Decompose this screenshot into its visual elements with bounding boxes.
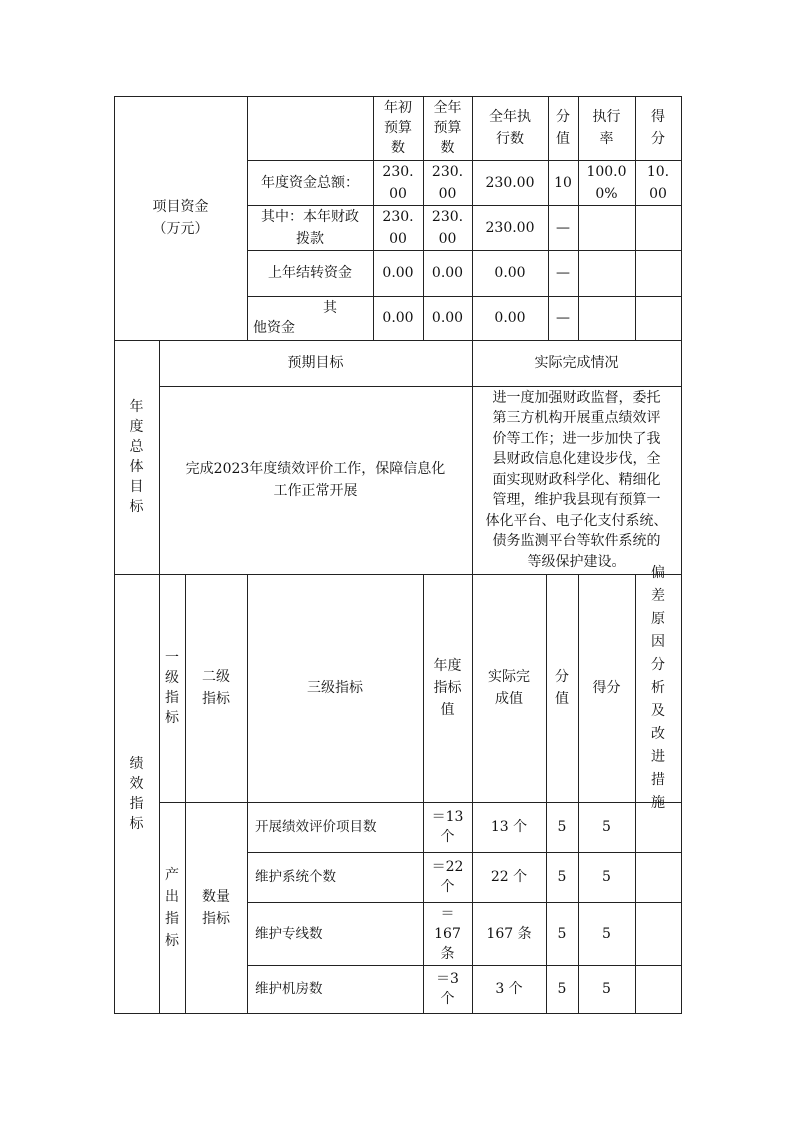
funds-row-label: 上年结转资金 bbox=[268, 265, 352, 281]
funds-row-score: 10. 00 bbox=[646, 163, 670, 202]
funds-header-score: 得 分 bbox=[651, 109, 665, 147]
funds-row-score-value: — bbox=[556, 265, 570, 281]
funds-header-full-year-budget: 全年 预算 数 bbox=[433, 100, 462, 156]
funds-row-executed: 230.00 bbox=[485, 174, 535, 191]
funds-row-score-value: — bbox=[556, 310, 570, 326]
indicators-header-level3: 三级指标 bbox=[307, 680, 363, 696]
indicator-row-deviation bbox=[635, 852, 681, 902]
funds-row-initial: 230. 00 bbox=[382, 163, 414, 202]
funds-row-executed: 0.00 bbox=[494, 310, 526, 326]
indicator-row-deviation bbox=[635, 965, 681, 1013]
goals-expected-text: 完成2023年度绩效评价工作，保障信息化 工作正常开展 bbox=[185, 461, 446, 499]
funds-header-initial-budget: 年初 预算 数 bbox=[384, 100, 412, 156]
funds-row-full-year: 0.00 bbox=[431, 265, 464, 281]
indicator-row-annual: ＝ 167 条 bbox=[434, 905, 461, 962]
indicator-row-score: 5 bbox=[602, 819, 611, 835]
funds-row-rate: 100.0 0% bbox=[586, 163, 627, 202]
indicators-level1-group bbox=[159, 802, 185, 1013]
funds-header-score-value: 分 值 bbox=[556, 109, 570, 147]
indicator-row-annual: ＝13 个 bbox=[431, 809, 464, 845]
funds-row-score-value: — bbox=[556, 219, 570, 236]
indicators-header-deviation-text: 偏差原因分析及改进措施 bbox=[651, 564, 665, 811]
funds-row-label: 其 他资金 bbox=[253, 300, 337, 336]
indicators-header-score: 得分 bbox=[592, 680, 621, 696]
funds-row-score-value: 10 bbox=[554, 174, 572, 191]
funds-row-full-year: 230. 00 bbox=[431, 163, 464, 202]
indicator-row-actual: 167 条 bbox=[486, 925, 532, 942]
indicator-row-score: 5 bbox=[602, 869, 611, 885]
indicator-row-score: 5 bbox=[602, 925, 611, 942]
indicators-header-annual: 年度 指标 值 bbox=[433, 658, 462, 718]
funds-row-initial: 0.00 bbox=[382, 265, 414, 281]
indicator-row-deviation bbox=[635, 902, 681, 965]
goals-expected-header: 预期目标 bbox=[287, 355, 344, 371]
funds-header-executed: 全年执 行数 bbox=[489, 109, 531, 147]
indicator-row-score-value: 5 bbox=[557, 981, 567, 997]
indicators-header-actual: 实际完 成值 bbox=[488, 669, 530, 707]
indicators-header-deviation bbox=[635, 564, 681, 811]
indicator-row-annual: ＝3 个 bbox=[436, 971, 459, 1007]
indicator-row-actual: 22 个 bbox=[490, 869, 528, 885]
indicator-row-actual: 3 个 bbox=[495, 981, 523, 997]
indicators-header-level1-text: 一级指标 bbox=[165, 650, 179, 726]
indicator-row-score-value: 5 bbox=[557, 869, 567, 885]
funds-row-score bbox=[635, 296, 681, 340]
indicator-row-score-value: 5 bbox=[557, 925, 567, 942]
indicators-section-label bbox=[114, 574, 159, 1014]
funds-header-rate: 执行 率 bbox=[592, 109, 621, 147]
indicators-level1-group-text: 产出指标 bbox=[165, 866, 179, 949]
funds-row-full-year: 0.00 bbox=[431, 310, 464, 326]
indicator-row-deviation bbox=[635, 802, 681, 852]
goals-section-label-text: 年度总体目标 bbox=[129, 399, 144, 515]
indicator-row-actual: 13 个 bbox=[490, 819, 528, 835]
funds-row-rate bbox=[578, 250, 635, 296]
indicators-header-level2: 二级 指标 bbox=[202, 669, 230, 707]
funds-row-rate bbox=[578, 296, 635, 340]
funds-row-executed: 230.00 bbox=[485, 219, 535, 236]
indicator-row-name: 开展绩效评价项目数 bbox=[255, 819, 377, 835]
goals-section-label bbox=[114, 340, 159, 574]
indicators-level2-group: 数量 指标 bbox=[202, 888, 230, 927]
indicator-row-score-value: 5 bbox=[557, 819, 567, 835]
funds-row-score bbox=[635, 250, 681, 296]
indicator-row-score: 5 bbox=[602, 981, 611, 997]
indicator-row-name: 维护专线数 bbox=[255, 925, 323, 942]
funds-row-label: 年度资金总额： bbox=[261, 174, 359, 191]
funds-row-full-year: 230. 00 bbox=[431, 208, 464, 247]
funds-row-initial: 0.00 bbox=[382, 310, 414, 326]
indicator-row-name: 维护系统个数 bbox=[255, 869, 336, 885]
indicators-section-label-text: 绩效指标 bbox=[129, 756, 144, 832]
goals-actual-text: 进一度加强财政监督，委托 第三方机构开展重点绩效评 价等工作；进一步加快了我 县财政信息化建设步伐，全 面实现财政科学化、精细化 管理，维护我县现有预算一 体化平台、电子化支付系统、 债务监测平台等软件系统的 等级保护建设。 bbox=[485, 389, 668, 570]
indicators-header-score-value: 分 值 bbox=[555, 669, 569, 707]
funds-row-initial: 230. 00 bbox=[382, 208, 414, 247]
funds-row-executed: 0.00 bbox=[494, 265, 526, 281]
indicator-row-annual: ＝22 个 bbox=[431, 859, 464, 895]
funds-row-score bbox=[635, 205, 681, 250]
funds-row-rate bbox=[578, 205, 635, 250]
funds-row-label: 其中：本年财政 拨款 bbox=[261, 208, 359, 247]
indicator-row-name: 维护机房数 bbox=[255, 981, 323, 997]
goals-actual-header: 实际完成情况 bbox=[534, 355, 619, 371]
funds-section-label: 项目资金 （万元） bbox=[152, 199, 209, 237]
indicators-header-level1 bbox=[159, 574, 185, 802]
